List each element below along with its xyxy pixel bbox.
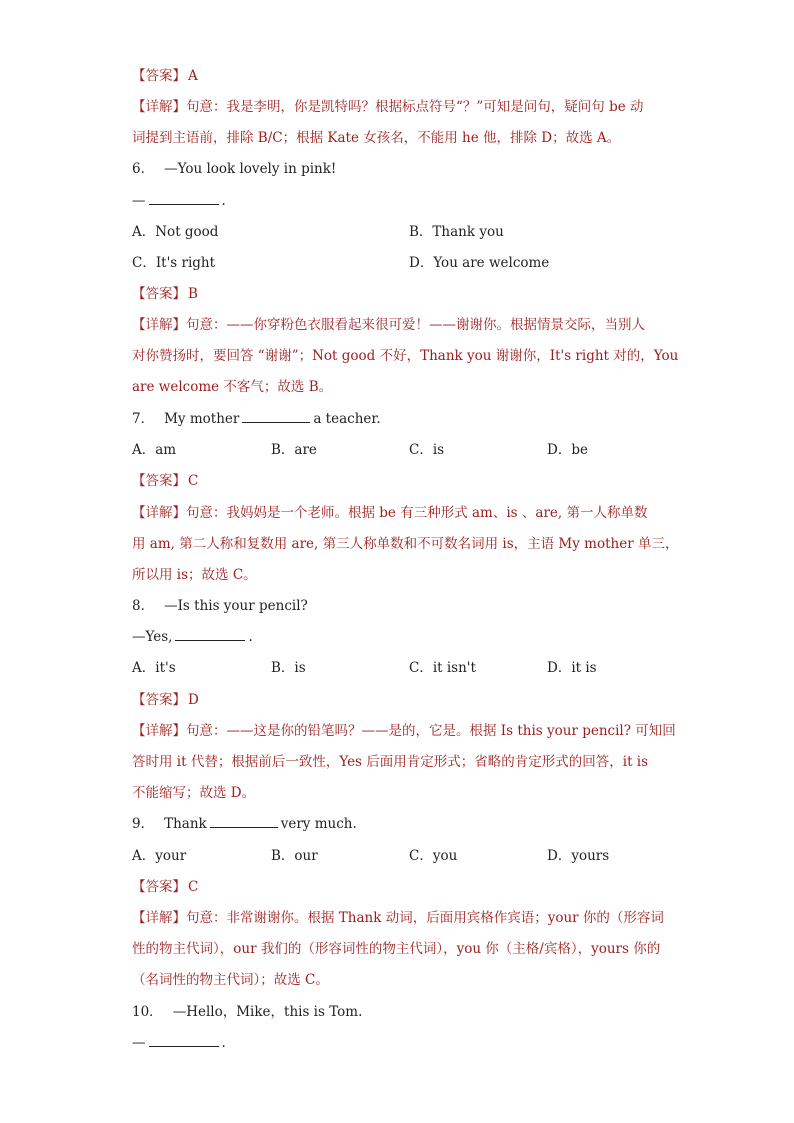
q6-detail-text-1: 句意：——你穿粉色衣服看起来很可爱！——谢谢你。根据情景交际，当别人 xyxy=(186,317,645,333)
q6-answer-line xyxy=(132,284,672,304)
q10-reply-prefix: — xyxy=(132,1035,146,1051)
q9-detail-line-2: 性的物主代词），our 我们的（形容词性的物主代词），you 你（主格/宾格），yours 你的 xyxy=(132,941,661,957)
q6-detail-line-3: are welcome 不客气；故选 B。 xyxy=(132,379,333,395)
q8-stem-text: —Is this your pencil? xyxy=(164,598,308,614)
q9-number: 9． xyxy=(132,816,155,832)
q8-answer-value: D xyxy=(188,692,199,708)
answer-label: 【答案】 xyxy=(132,473,186,489)
q6-detail-line-2: 对你赞扬时，要回答 “谢谢”；Not good 不好，Thank you 谢谢你，It's right 对的，You xyxy=(132,348,679,364)
q10-number: 10． xyxy=(132,1004,163,1020)
q9-option-a: A．your xyxy=(132,848,187,864)
q8-answer-line xyxy=(132,690,672,710)
q7-stem-before: My mother xyxy=(164,411,240,427)
q9-detail-line-1 xyxy=(132,908,672,928)
q7-option-a: A．am xyxy=(132,442,177,458)
q6-reply-prefix: — xyxy=(132,193,146,209)
q8-reply xyxy=(132,627,672,647)
q6-answer-value: B xyxy=(188,286,198,302)
q10-reply-suffix: . xyxy=(221,1035,226,1051)
detail-label: 【详解】 xyxy=(132,317,186,333)
detail-label: 【详解】 xyxy=(132,723,186,739)
q8-option-a: A．it's xyxy=(132,660,176,676)
q5-detail-line-1 xyxy=(132,97,672,117)
q10-stem xyxy=(132,1002,672,1022)
q10-reply xyxy=(132,1033,672,1053)
answer-label: 【答案】 xyxy=(132,692,186,708)
answer-label: 【答案】 xyxy=(132,879,186,895)
q8-detail-line-3: 不能缩写；故选 D。 xyxy=(132,785,256,801)
q6-stem xyxy=(132,159,672,179)
q7-detail-text-1: 句意：我妈妈是一个老师。根据 be 有三种形式 am、is 、are, 第一人称单数 xyxy=(186,505,648,521)
q9-option-b: B．our xyxy=(271,848,318,864)
q8-number: 8． xyxy=(132,598,155,614)
q6-option-d: D．You are welcome xyxy=(409,255,550,271)
q7-option-c: C．is xyxy=(409,442,445,458)
q7-answer-line xyxy=(132,471,672,491)
q8-detail-line-1 xyxy=(132,721,676,741)
detail-label: 【详解】 xyxy=(132,505,186,521)
q7-detail-line-3: 所以用 is；故选 C。 xyxy=(132,567,257,583)
q9-option-d: D．yours xyxy=(547,848,610,864)
q9-answer-value: C xyxy=(188,879,199,895)
q6-detail-line-1 xyxy=(132,315,672,335)
q6-reply-suffix: . xyxy=(221,193,226,209)
q7-answer-blank xyxy=(242,409,310,423)
q9-answer-blank xyxy=(210,814,278,828)
q7-stem xyxy=(132,409,672,429)
q7-option-b: B．are xyxy=(271,442,317,458)
q7-option-d: D．be xyxy=(547,442,588,458)
q10-answer-blank xyxy=(149,1033,219,1047)
q6-stem-text: —You look lovely in pink! xyxy=(164,161,337,177)
q8-detail-text-1: 句意：——这是你的铅笔吗？——是的，它是。根据 Is this your pencil? 可知回 xyxy=(186,723,676,739)
q5-answer-line xyxy=(132,66,672,86)
q5-detail-text-1: 句意：我是李明，你是凯特吗？根据标点符号“？”可知是问句，疑问句 be 动 xyxy=(186,99,644,115)
q6-number: 6． xyxy=(132,161,155,177)
q8-option-d: D．it is xyxy=(547,660,597,676)
q5-answer-value: A xyxy=(188,68,198,84)
detail-label: 【详解】 xyxy=(132,910,186,926)
q9-stem-after: very much. xyxy=(280,816,357,832)
q7-detail-line-2: 用 am, 第二人称和复数用 are, 第三人称单数和不可数名词用 is，主语 My mother 单三， xyxy=(132,536,679,552)
q8-stem xyxy=(132,596,672,616)
q6-reply xyxy=(132,191,672,211)
detail-label: 【详解】 xyxy=(132,99,186,115)
q8-option-b: B．is xyxy=(271,660,306,676)
q6-option-a: A．Not good xyxy=(132,224,219,240)
q8-option-c: C．it isn't xyxy=(409,660,476,676)
q9-stem xyxy=(132,814,672,834)
q9-option-c: C．you xyxy=(409,848,458,864)
q6-option-b: B．Thank you xyxy=(409,224,504,240)
q8-answer-blank xyxy=(175,627,245,641)
q6-answer-blank xyxy=(149,191,219,205)
q8-reply-prefix: —Yes, xyxy=(132,629,173,645)
q9-detail-text-1: 句意：非常谢谢你。根据 Thank 动词，后面用宾格作宾语；your 你的（形容词 xyxy=(186,910,664,926)
q5-detail-line-2: 词提到主语前，排除 B/C；根据 Kate 女孩名，不能用 he 他，排除 D；故选 A。 xyxy=(132,130,621,146)
q8-detail-line-2: 答时用 it 代替；根据前后一致性，Yes 后面用肯定形式；省略的肯定形式的回答，it is xyxy=(132,754,649,770)
q7-number: 7． xyxy=(132,411,155,427)
q7-answer-value: C xyxy=(188,473,199,489)
q7-detail-line-1 xyxy=(132,503,672,523)
q9-answer-line xyxy=(132,877,672,897)
q7-stem-after: a teacher. xyxy=(313,411,381,427)
q9-detail-line-3: （名词性的物主代词）；故选 C。 xyxy=(132,972,329,988)
q6-option-c: C．It's right xyxy=(132,255,216,271)
answer-label: 【答案】 xyxy=(132,68,186,84)
q10-stem-text: —Hello，Mike，this is Tom. xyxy=(172,1004,363,1020)
q8-reply-suffix: . xyxy=(248,629,253,645)
answer-label: 【答案】 xyxy=(132,286,186,302)
q9-stem-before: Thank xyxy=(164,816,207,832)
